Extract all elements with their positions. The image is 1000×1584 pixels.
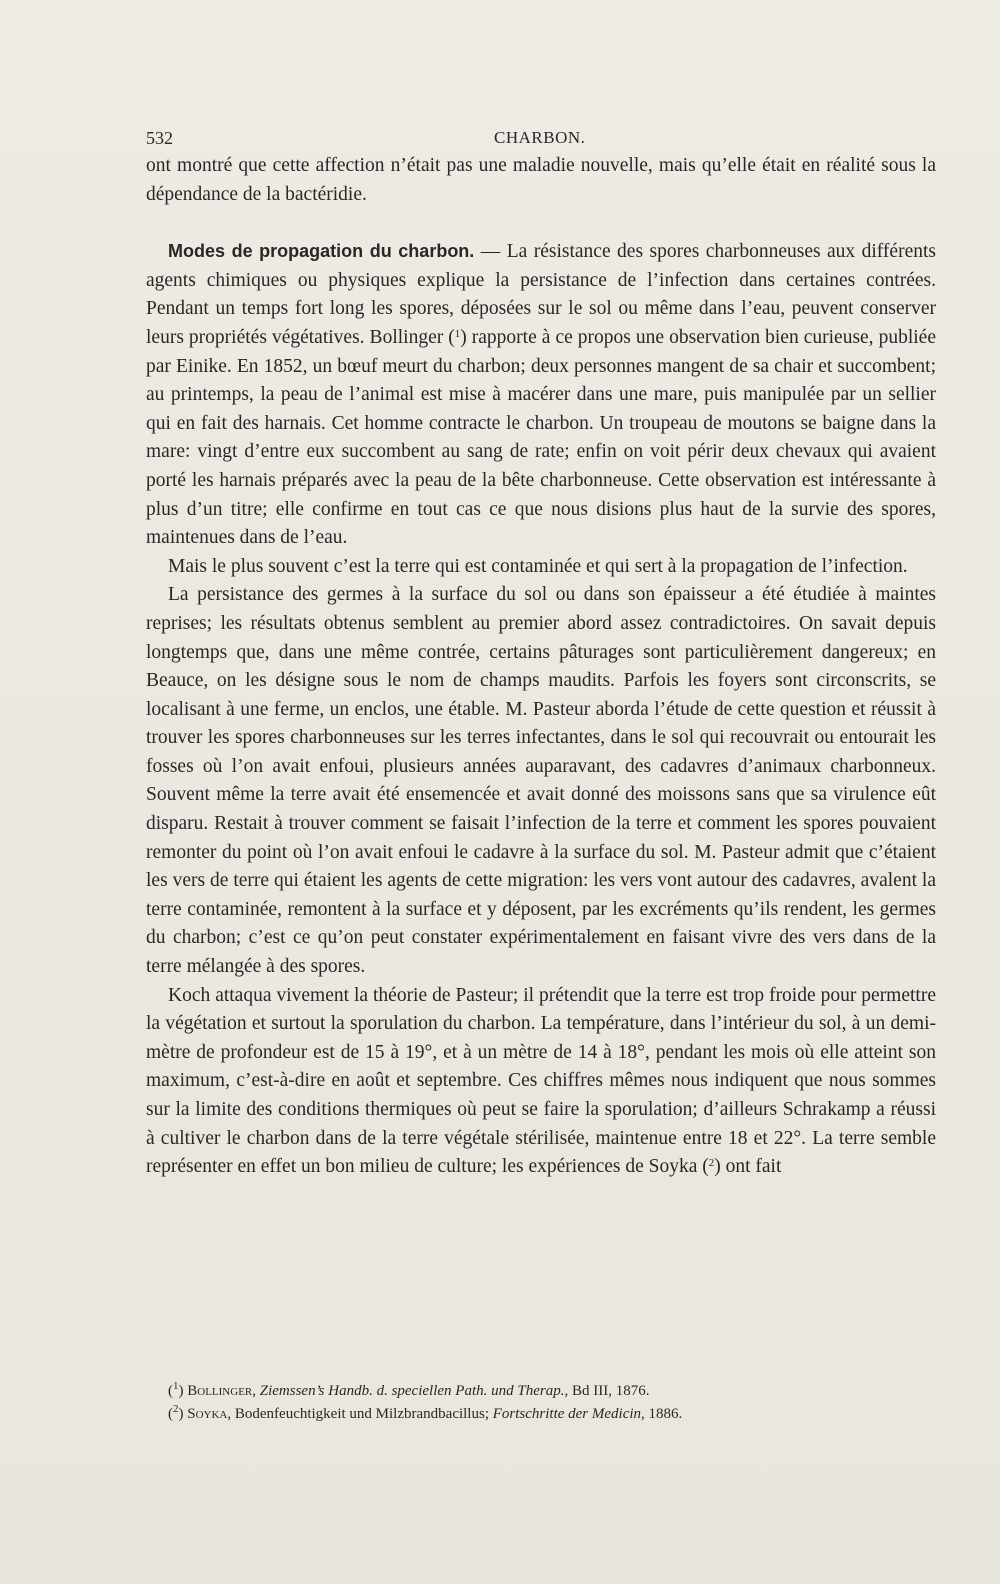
footnote-work: Fortschritte der Medicin [492, 1406, 642, 1422]
paragraph-germ-persistence: La persistance des germes à la surface du sol ou dans son épaisseur a été étudiée à maintes reprises; les résultats obtenus semblent au premier abord assez contradictoires. On savait depuis longtemps que, dans une même contrée, certains pâturages sont particulièrement dangereux; en Beauce, on les désigne sous le nom de champs maudits. Parfois les foyers sont circonscrits, se localisant à une ferme, un enclos, une étable. M. Pasteur aborda l’étude de cette question et réussit à trouver les spores charbonneuses sur les terres infectantes, dans le sol qui recouvrait ou entourait les fosses où l’on avait enfoui, plusieurs années auparavant, des cadavres d’animaux charbonneux. Souvent même la terre avait été ensemencée et avait donné des moissons sans que sa virulence eût disparu. Restait à trouver comment se faisait l’infection de la terre et comment les spores pouvaient remonter du point où l’on avait enfoui le cadavre à la surface du sol. M. Pasteur admit que c’étaient les vers de terre qui étaient les agents de cette migration: les vers vont autour des cadavres, avalent la terre contaminée, remontent à la surface et y déposent, par les excréments qu’ils rendent, les germes du charbon; c’est ce qu’on peut constater expérimentalement en faisant vivre des vers dans de la terre mélangée à des spores. [146, 584, 936, 978]
footnote-ref: 2 [708, 1157, 715, 1170]
page-header [146, 128, 946, 154]
footnote-author: Bollinger [187, 1383, 253, 1399]
body-text [146, 152, 936, 1182]
footnote-mark: 1 [173, 1380, 179, 1392]
paragraph-propagation [146, 237, 936, 553]
paragraph-koch [146, 982, 936, 1182]
section-heading: Modes de propagation du charbon. [168, 241, 475, 262]
paragraph-soil-contamination: Mais le plus souvent c’est la terre qui est contaminée et qui sert à la propagation de l’infection. [168, 555, 908, 577]
footnote-author: Soyka [187, 1406, 228, 1422]
footnote: ($^2$) Soyka, Bodenfeuchtigkeit und Milzbrandbacillus; Fortschritte der Medicin, 1886. [168, 1403, 683, 1422]
paragraph-text: ) rapporte à ce propos une observation bien curieuse, publiée par Einike. En 1852, un bœuf meurt du charbon; deux personnes mangent de sa chair et succombent; au printemps, la peau de l’animal est mise à macérer dans une mare, puis manipulée par un sellier qui en fait des harnais. Cet homme contracte le charbon. Un troupeau de moutons se baigne dans la mare: vingt d’entre eux succombent au sang de rate; enfin on voit périr deux chevaux qui avaient porté les harnais préparés avec la peau de la bête charbonneuse. Cette observation est intéressante à plus d’un titre; elle confirme en tout cas ce que nous disions plus haut de la survie des spores, maintenues dans de l’eau. [146, 326, 936, 549]
paragraph-text: ) ont fait [714, 1156, 782, 1178]
footnotes [168, 1380, 928, 1426]
footnote: ($^1$) Bollinger, Ziemssen’s Handb. d. speciellen Path. und Therap., Bd III, 1876. [168, 1380, 650, 1399]
footnote-rest: , Bd III, 1876. [564, 1383, 650, 1399]
page-number: 532 [146, 128, 173, 148]
footnote-mark: 2 [173, 1403, 179, 1415]
footnote-work: Ziemssen’s Handb. d. speciellen Path. und Therap. [259, 1383, 565, 1399]
paragraph-text: — La résistance des spores charbonneuses aux différents agents chimiques ou physiques explique la persistance de l’infection dans certaines contrées. Pendant un temps fort long les spores, déposées sur le sol ou même dans l’eau, peuvent conserver leurs propriétés végétatives. Bollinger ( [146, 241, 936, 348]
footnote-title: , Bodenfeuchtigkeit und Milzbrandbacillus; [227, 1406, 493, 1422]
footnote-ref: 1 [454, 327, 461, 340]
running-title: CHARBON. [494, 128, 586, 147]
footnote-rest: , 1886. [641, 1406, 683, 1422]
paragraph-text: Koch attaqua vivement la théorie de Pasteur; il prétendit que la terre est trop froide pour permettre la végétation et surtout la sporulation du charbon. La température, dans l’intérieur du sol, à un demi-mètre de profondeur est de 15 à 19°, et à un mètre de 14 à 18°, pendant les mois où elle atteint son maximum, c’est-à-dire en août et septembre. Ces chiffres mêmes nous indiquent que nous sommes sur la limite des conditions thermiques où peut se faire la sporulation; d’ailleurs Schrakamp a réussi à cultiver le charbon dans de la terre végétale stérilisée, maintenue entre 18 et 22°. La terre semble représenter en effet un bon milieu de culture; les expériences de Soyka ( [146, 984, 936, 1178]
paragraph-continuation: ont montré que cette affection n’était pas une maladie nouvelle, mais qu’elle était en réalité sous la dépendance de la bactéridie. [146, 155, 936, 205]
